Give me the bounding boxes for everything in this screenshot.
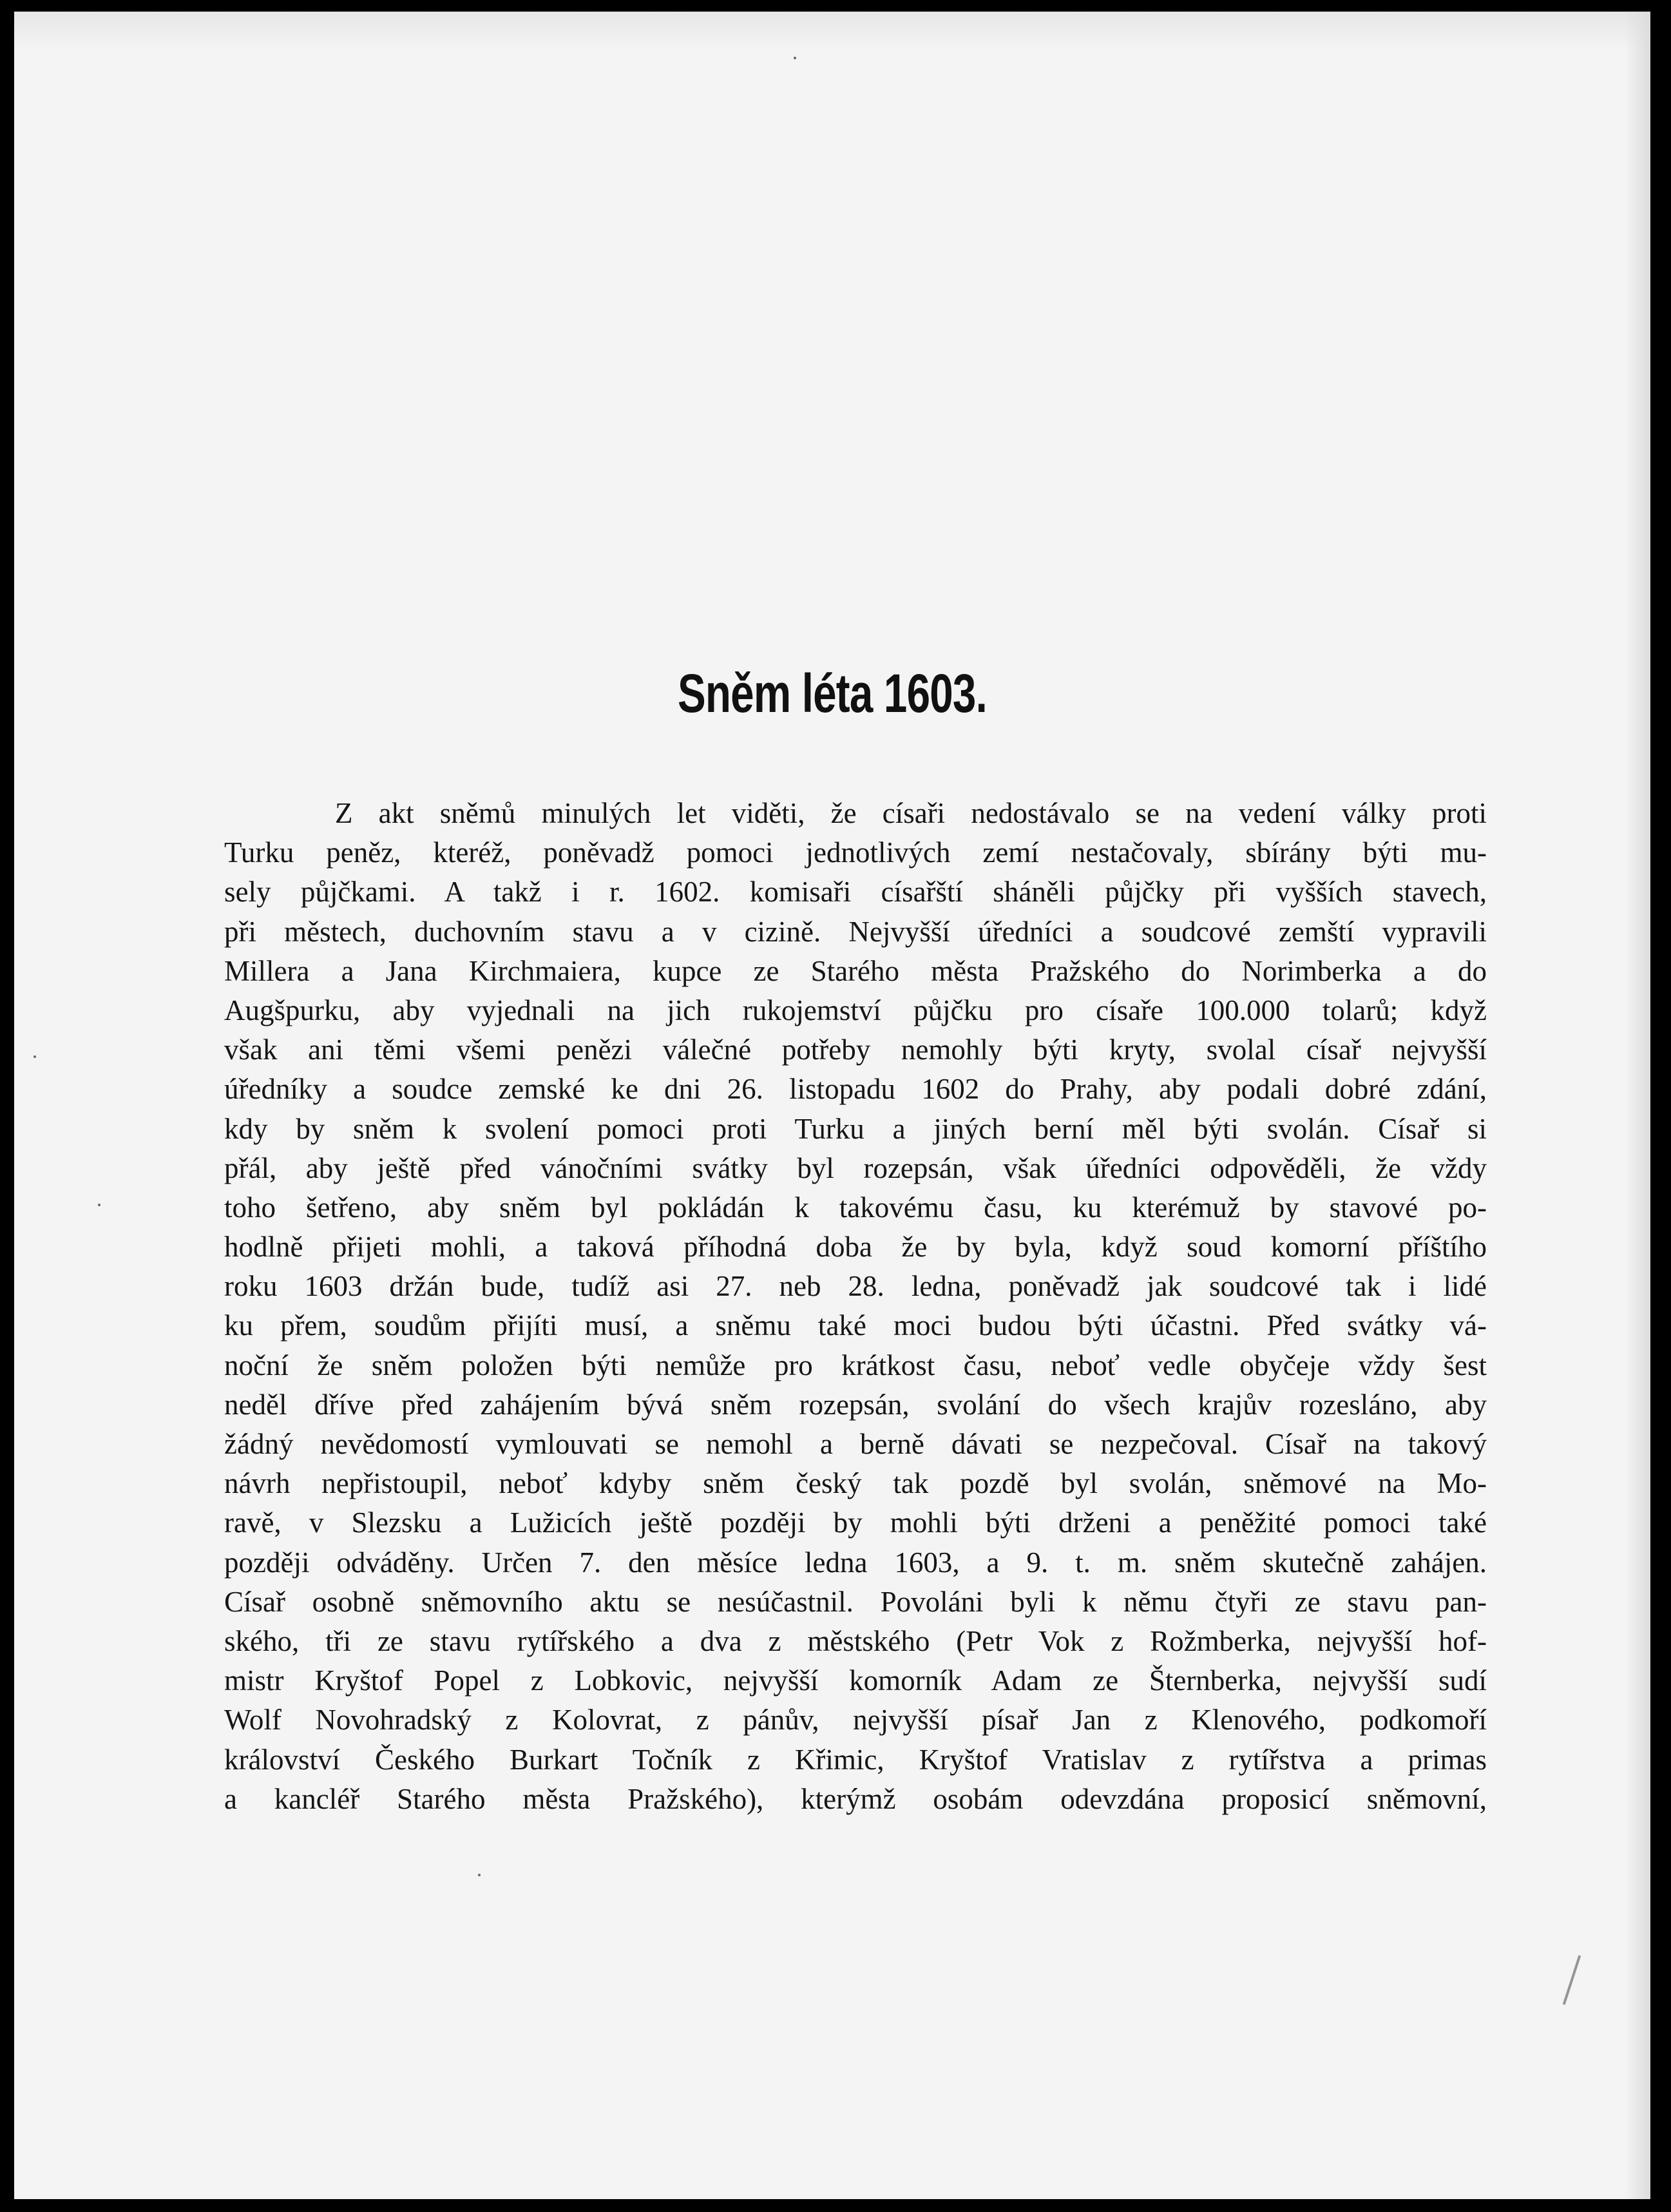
- paragraph-line: a kancléř Starého města Pražského), kterýmž osobám odevzdána proposicí sněmovní,: [224, 1782, 1487, 1815]
- paragraph-line: Millera a Jana Kirchmaiera, kupce ze Starého města Pražského do Norimberka a do: [224, 954, 1487, 987]
- paragraph-line: Císař osobně sněmovního aktu se nesúčastnil. Povoláni byli k němu čtyři ze stavu pan-: [224, 1585, 1487, 1618]
- paragraph-line: žádný nevědomostí vymlouvati se nemohl a berně dávati se nezpečoval. Císař na takový: [224, 1428, 1487, 1460]
- paragraph-line: noční že sněm položen býti nemůže pro krátkost času, neboť vedle obyčeje vždy šest: [224, 1349, 1487, 1381]
- paragraph-line: kdy by sněm k svolení pomoci proti Turku a jiných berní měl býti svolán. Císař si: [224, 1112, 1487, 1145]
- paragraph-line: toho šetřeno, aby sněm byl pokládán k takovému času, ku kterémuž by stavové po-: [224, 1191, 1487, 1224]
- paragraph-line: návrh nepřistoupil, neboť kdyby sněm český tak pozdě byl svolán, sněmové na Mo-: [224, 1467, 1487, 1500]
- paragraph-line: Augšpurku, aby vyjednali na jich rukojemství půjčku pro císaře 100.000 tolarů; když: [224, 994, 1487, 1026]
- paragraph-line: ravě, v Slezsku a Lužicích ještě později by mohli býti drženi a peněžité pomoci také: [224, 1506, 1487, 1539]
- paragraph-line: při městech, duchovním stavu a v cizině. Nejvyšší úředníci a soudcové zemští vypravili: [224, 915, 1487, 948]
- page-title: Sněm léta 1603.: [678, 663, 987, 724]
- scan-speck: [794, 57, 796, 59]
- paragraph-line: přál, aby ještě před vánočními svátky byl rozepsán, však úředníci odpověděli, že vždy: [224, 1151, 1487, 1184]
- scan-speck: [33, 1055, 36, 1058]
- paragraph-line: hodlně přijeti mohli, a taková příhodná doba že by byla, když soud komorní příštího: [224, 1231, 1487, 1264]
- paragraph-line: sely půjčkami. A takž i r. 1602. komisaři císařští sháněli půjčky při vyšších stavech,: [224, 876, 1487, 909]
- scan-shadow-right: [1625, 12, 1650, 2199]
- scan-speck: [478, 1874, 481, 1876]
- paragraph-line: Turku peněz, kteréž, poněvadž pomoci jednotlivých zemí nestačovaly, sbírány býti mu-: [224, 836, 1487, 869]
- paragraph-line: Z akt sněmů minulých let viděti, že císaři nedostávalo se na vedení války proti: [335, 797, 1487, 829]
- paragraph-line: ského, tři ze stavu rytířského a dva z městského (Petr Vok z Rožmberka, nejvyšší hof-: [224, 1624, 1487, 1657]
- paragraph-line: roku 1603 držán bude, tudíž asi 27. neb 28. ledna, poněvadž jak soudcové tak i lidé: [224, 1270, 1487, 1303]
- paragraph-line: království Českého Burkart Točník z Křimic, Kryštof Vratislav z rytířstva a primas: [224, 1743, 1487, 1776]
- paragraph-line: ku přem, soudům přijíti musí, a sněmu také moci budou býti účastni. Před svátky vá-: [224, 1309, 1487, 1342]
- body-paragraph: [224, 794, 1487, 1819]
- paragraph-line: však ani těmi všemi penězi válečné potřeby nemohly býti kryty, svolal císař nejvyšší: [224, 1034, 1487, 1066]
- scan-pencil-mark: [1563, 1955, 1581, 2005]
- paragraph-line: mistr Kryštof Popel z Lobkovic, nejvyšší komorník Adam ze Šternberka, nejvyšší sudí: [224, 1664, 1487, 1697]
- scan-shadow-top: [14, 12, 1650, 50]
- paragraph-line: úředníky a soudce zemské ke dni 26. listopadu 1602 do Prahy, aby podali dobré zdání,: [224, 1073, 1487, 1106]
- paragraph-line: neděl dříve před zahájením bývá sněm rozepsán, svolání do všech krajův rozesláno, aby: [224, 1388, 1487, 1421]
- paragraph-line: později odváděny. Určen 7. den měsíce ledna 1603, a 9. t. m. sněm skutečně zahájen.: [224, 1546, 1487, 1579]
- scan-speck: [98, 1204, 100, 1206]
- scanned-page: [14, 12, 1650, 2199]
- paragraph-line: Wolf Novohradský z Kolovrat, z pánův, nejvyšší písař Jan z Klenového, podkomoří: [224, 1704, 1487, 1736]
